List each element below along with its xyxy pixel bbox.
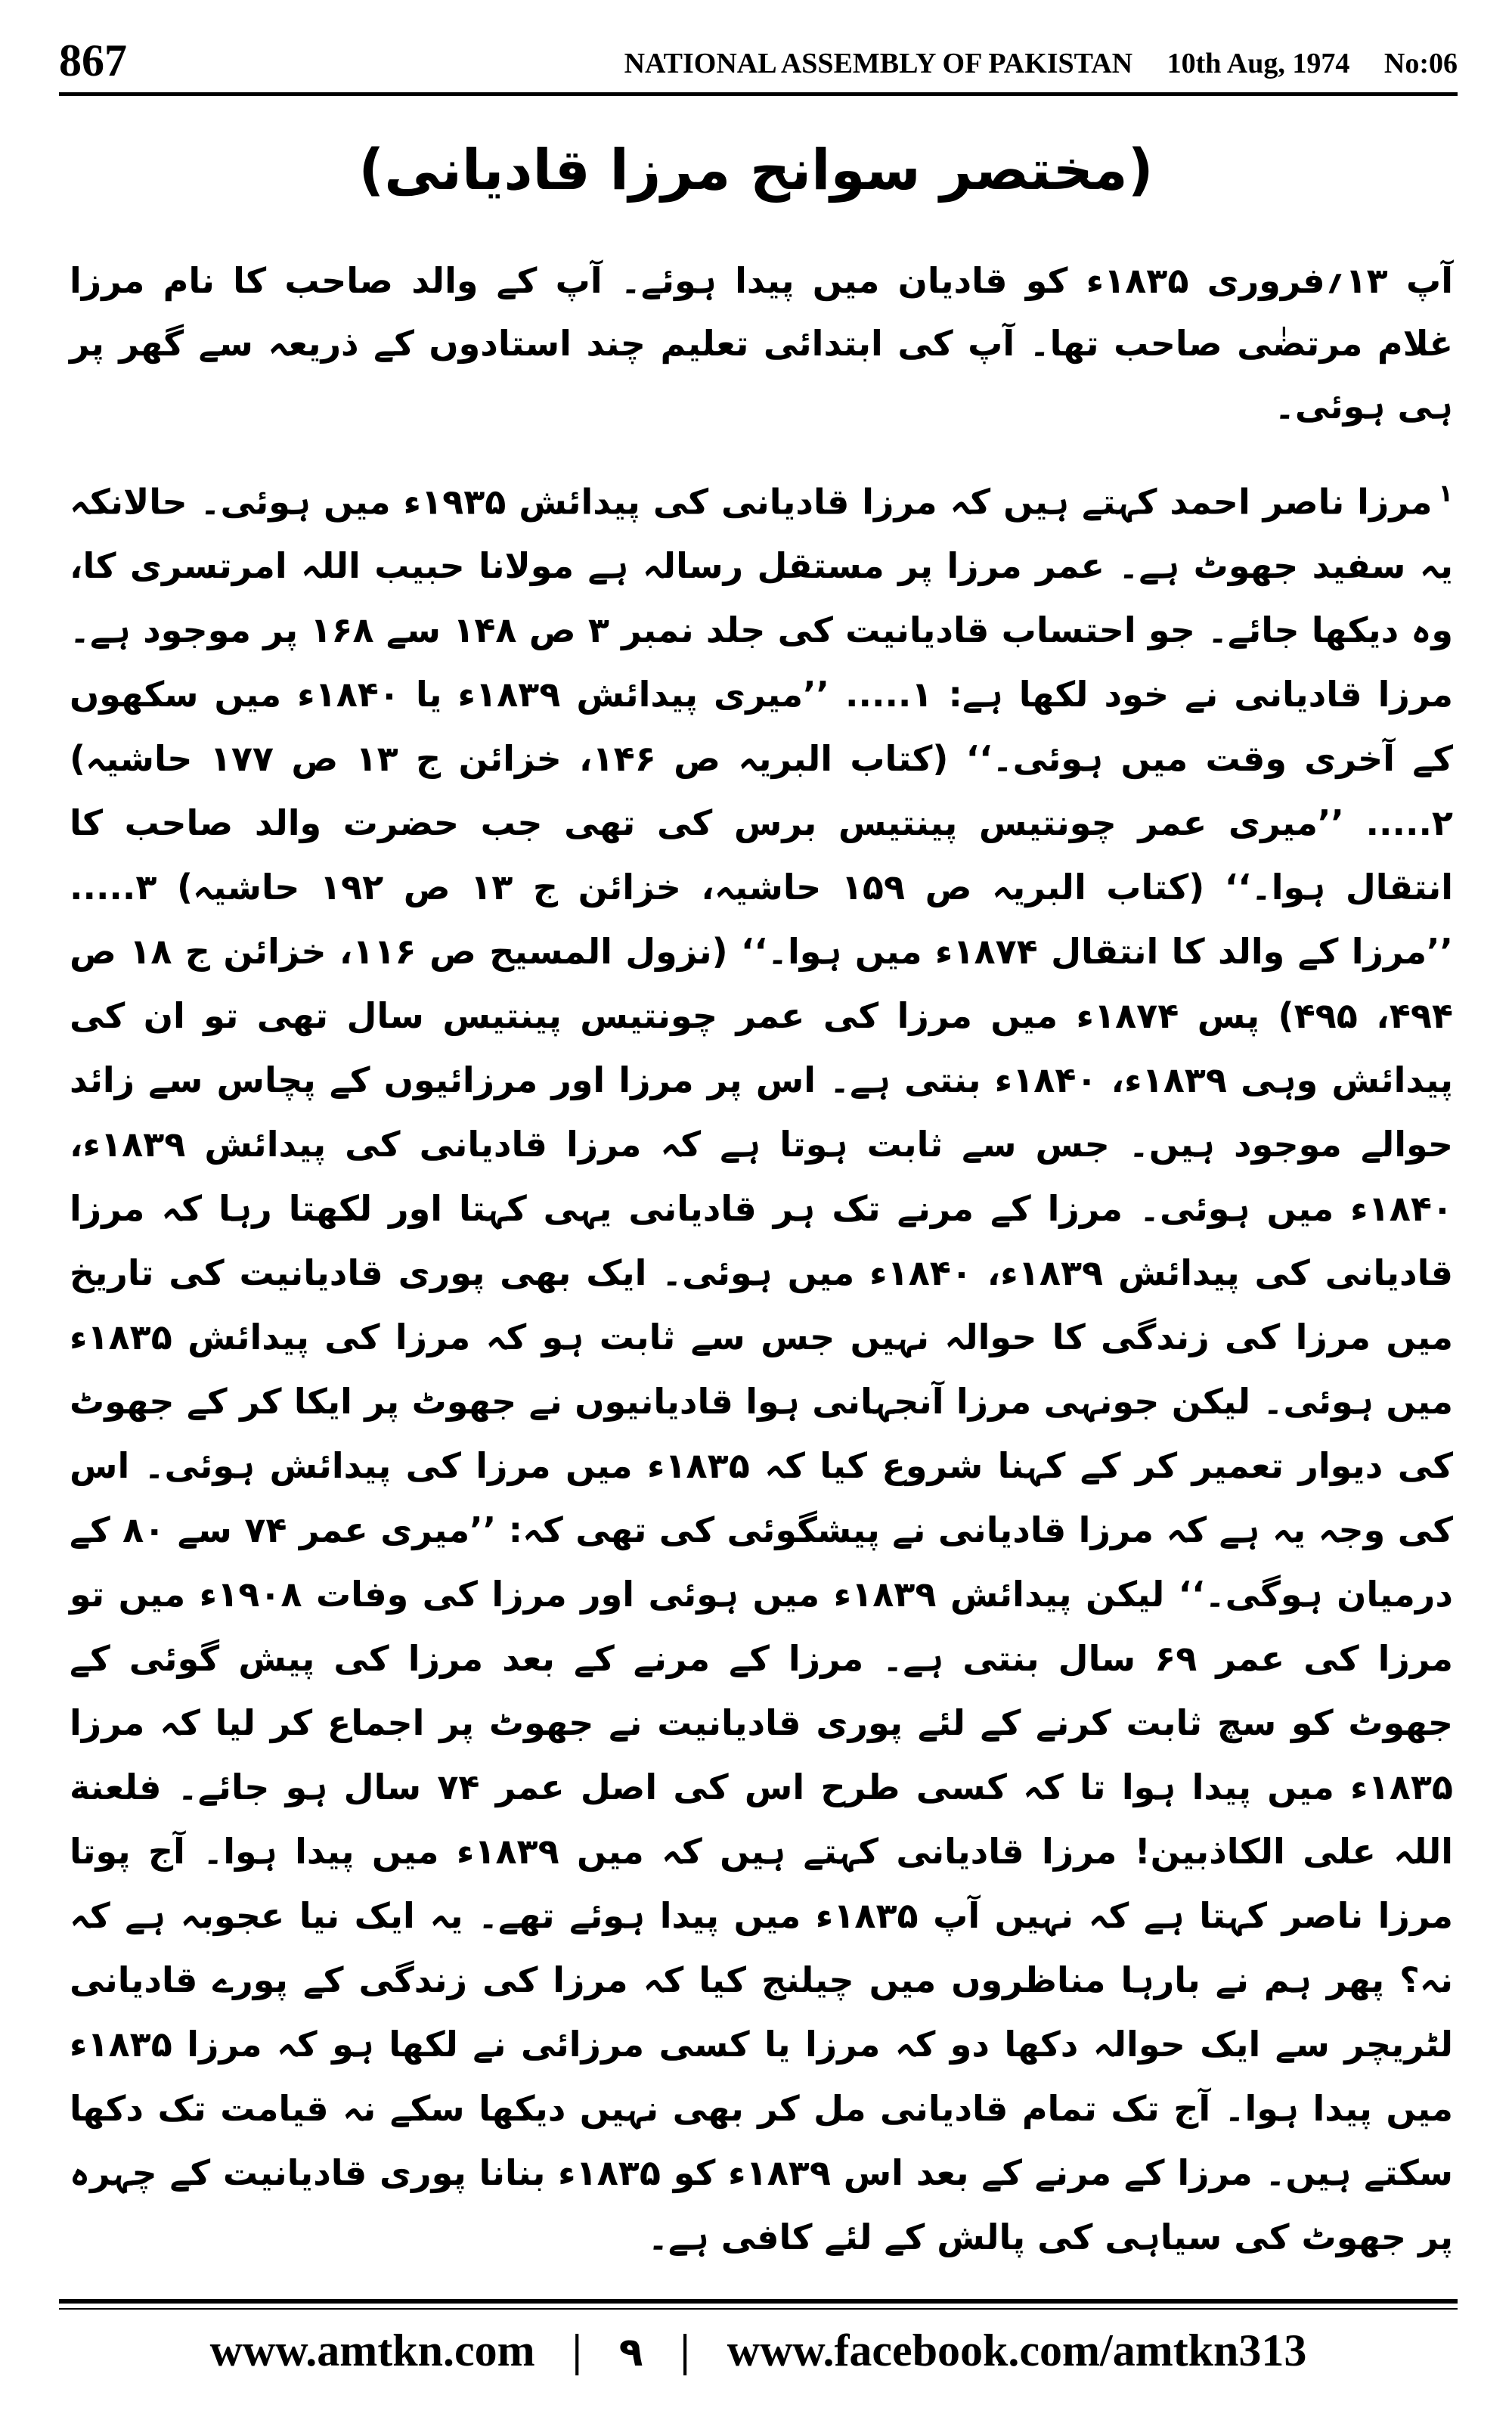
session-date: 10th Aug, 1974	[1167, 48, 1350, 79]
assembly-name: NATIONAL ASSEMBLY OF PAKISTAN	[624, 48, 1133, 79]
footnote-marker: ۱	[1438, 479, 1453, 507]
facebook-link[interactable]: www.facebook.com/amtkn313	[727, 2325, 1307, 2375]
footnote-text: مرزا ناصر احمد کہتے ہیں کہ مرزا قادیانی کی پیدائش ۱۹۳۵ء میں ہوئی۔ حالانکہ یہ سفید جھوٹ ہے۔ عمر مرزا پر مستقل رسالہ ہے مولانا حبیب اللہ امرتسری کا، وہ دیکھا جائے۔ جو احتساب قادیانیت کی جلد نمبر ۳ ص ۱۴۸ سے ۱۶۸ پر موجود ہے۔ مرزا قادیانی نے خود لکھا ہے: ۱..... ’’میری پیدائش ۱۸۳۹ء یا ۱۸۴۰ء میں سکھوں کے آخری وقت میں ہوئی۔‘‘ (کتاب البریہ ص ۱۴۶، خزائن ج ۱۳ ص ۱۷۷ حاشیہ) ۲..... ’’میری عمر چونتیس پینتیس برس کی تھی جب حضرت والد صاحب کا انتقال ہوا۔‘‘ (کتاب البریہ ص ۱۵۹ حاشیہ، خزائن ج ۱۳ ص ۱۹۲ حاشیہ) ۳..... ’’مرزا کے والد کا انتقال ۱۸۷۴ء میں ہوا۔‘‘ (نزول المسیح ص ۱۱۶، خزائن ج ۱۸ ص ۴۹۴، ۴۹۵) پس ۱۸۷۴ء میں مرزا کی عمر چونتیس پینتیس سال تھی تو ان کی پیدائش وہی ۱۸۳۹ء، ۱۸۴۰ء بنتی ہے۔ اس پر مرزا اور مرزائیوں کے پچاس سے زائد حوالے موجود ہیں۔ جس سے ثابت ہوتا ہے کہ مرزا قادیانی کی پیدائش ۱۸۳۹ء، ۱۸۴۰ء میں ہوئی۔ مرزا کے مرنے تک ہر قادیانی یہی کہتا اور لکھتا رہا کہ مرزا قادیانی کی پیدائش ۱۸۳۹ء، ۱۸۴۰ء میں ہوئی۔ ایک بھی پوری قادیانیت کی تاریخ میں مرزا کی زندگی کا حوالہ نہیں جس سے ثابت ہو کہ مرزا کی پیدائش ۱۸۳۵ء میں ہوئی۔ لیکن جونہی مرزا آنجہانی ہوا قادیانیوں نے جھوٹ پر ایکا کر کے جھوٹ کی دیوار تعمیر کر کے کہنا شروع کیا کہ ۱۸۳۵ء میں مرزا کی پیدائش ہوئی۔ اس کی وجہ یہ ہے کہ مرزا قادیانی نے پیشگوئی کی تھی کہ: ’’میری عمر ۷۴ سے ۸۰ کے درمیان ہوگی۔‘‘ لیکن پیدائش ۱۸۳۹ء میں ہوئی اور مرزا کی وفات ۱۹۰۸ء میں تو مرزا کی عمر ۶۹ سال بنتی ہے۔ مرزا کے مرنے کے بعد مرزا کی پیش گوئی کے جھوٹ کو سچ ثابت کرنے کے لئے پوری قادیانیت نے جھوٹ پر اجماع کر لیا کہ مرزا ۱۸۳۵ء میں پیدا ہوا تا کہ کسی طرح اس کی اصل عمر ۷۴ سال ہو جائے۔ فلعنة اللہ علی الکاذبین! مرزا قادیانی کہتے ہیں کہ میں ۱۸۳۹ء میں پیدا ہوا۔ آج پوتا مرزا ناصر کہتا ہے کہ نہیں آپ ۱۸۳۵ء میں پیدا ہوئے تھے۔ یہ ایک نیا عجوبہ ہے کہ نہ؟ پھر ہم نے بارہا مناظروں میں چیلنج کیا کہ مرزا کی زندگی کے پورے قادیانی لٹریچر سے ایک حوالہ دکھا دو کہ مرزا یا کسی مرزائی نے لکھا ہو کہ مرزا ۱۸۳۵ء میں پیدا ہوا۔ آج تک تمام قادیانی مل کر بھی نہیں دیکھا سکے نہ قیامت تک دکھا سکتے ہیں۔ مرزا کے مرنے کے بعد اس ۱۸۳۹ء کو ۱۸۳۵ء بنانا پوری قادیانیت کے چہرہ پر جھوٹ کی سیاہی کی پالش کے لئے کافی ہے۔	[70, 481, 1454, 2258]
header-divider	[59, 92, 1458, 96]
website-link[interactable]: www.amtkn.com	[209, 2325, 535, 2375]
footnote-paragraph	[70, 461, 1453, 2270]
page-footer	[59, 2320, 1458, 2381]
footer-divider-thin	[59, 2308, 1458, 2310]
issue-number: No:06	[1383, 48, 1458, 79]
page-title: (مختصر سوانح مرزا قادیانی)	[358, 138, 1154, 203]
footer-page-index: ۹	[618, 2330, 643, 2375]
footer-divider-thick	[59, 2299, 1458, 2304]
intro-paragraph: آپ ۱۳؍فروری ۱۸۳۵ء کو قادیان میں پیدا ہوئے۔ آپ کے والد صاحب کا نام مرزا غلام مرتضٰی صاحب تھا۔ آپ کی ابتدائی تعلیم چند استادوں کے ذریعہ سے گھر پر ہی ہوئی۔	[70, 260, 1453, 427]
page-header	[59, 33, 1458, 88]
footer-separator-left: |	[572, 2325, 582, 2375]
page-number: 867	[59, 36, 127, 85]
running-head	[624, 41, 1458, 86]
footer-separator-right: |	[680, 2325, 690, 2375]
